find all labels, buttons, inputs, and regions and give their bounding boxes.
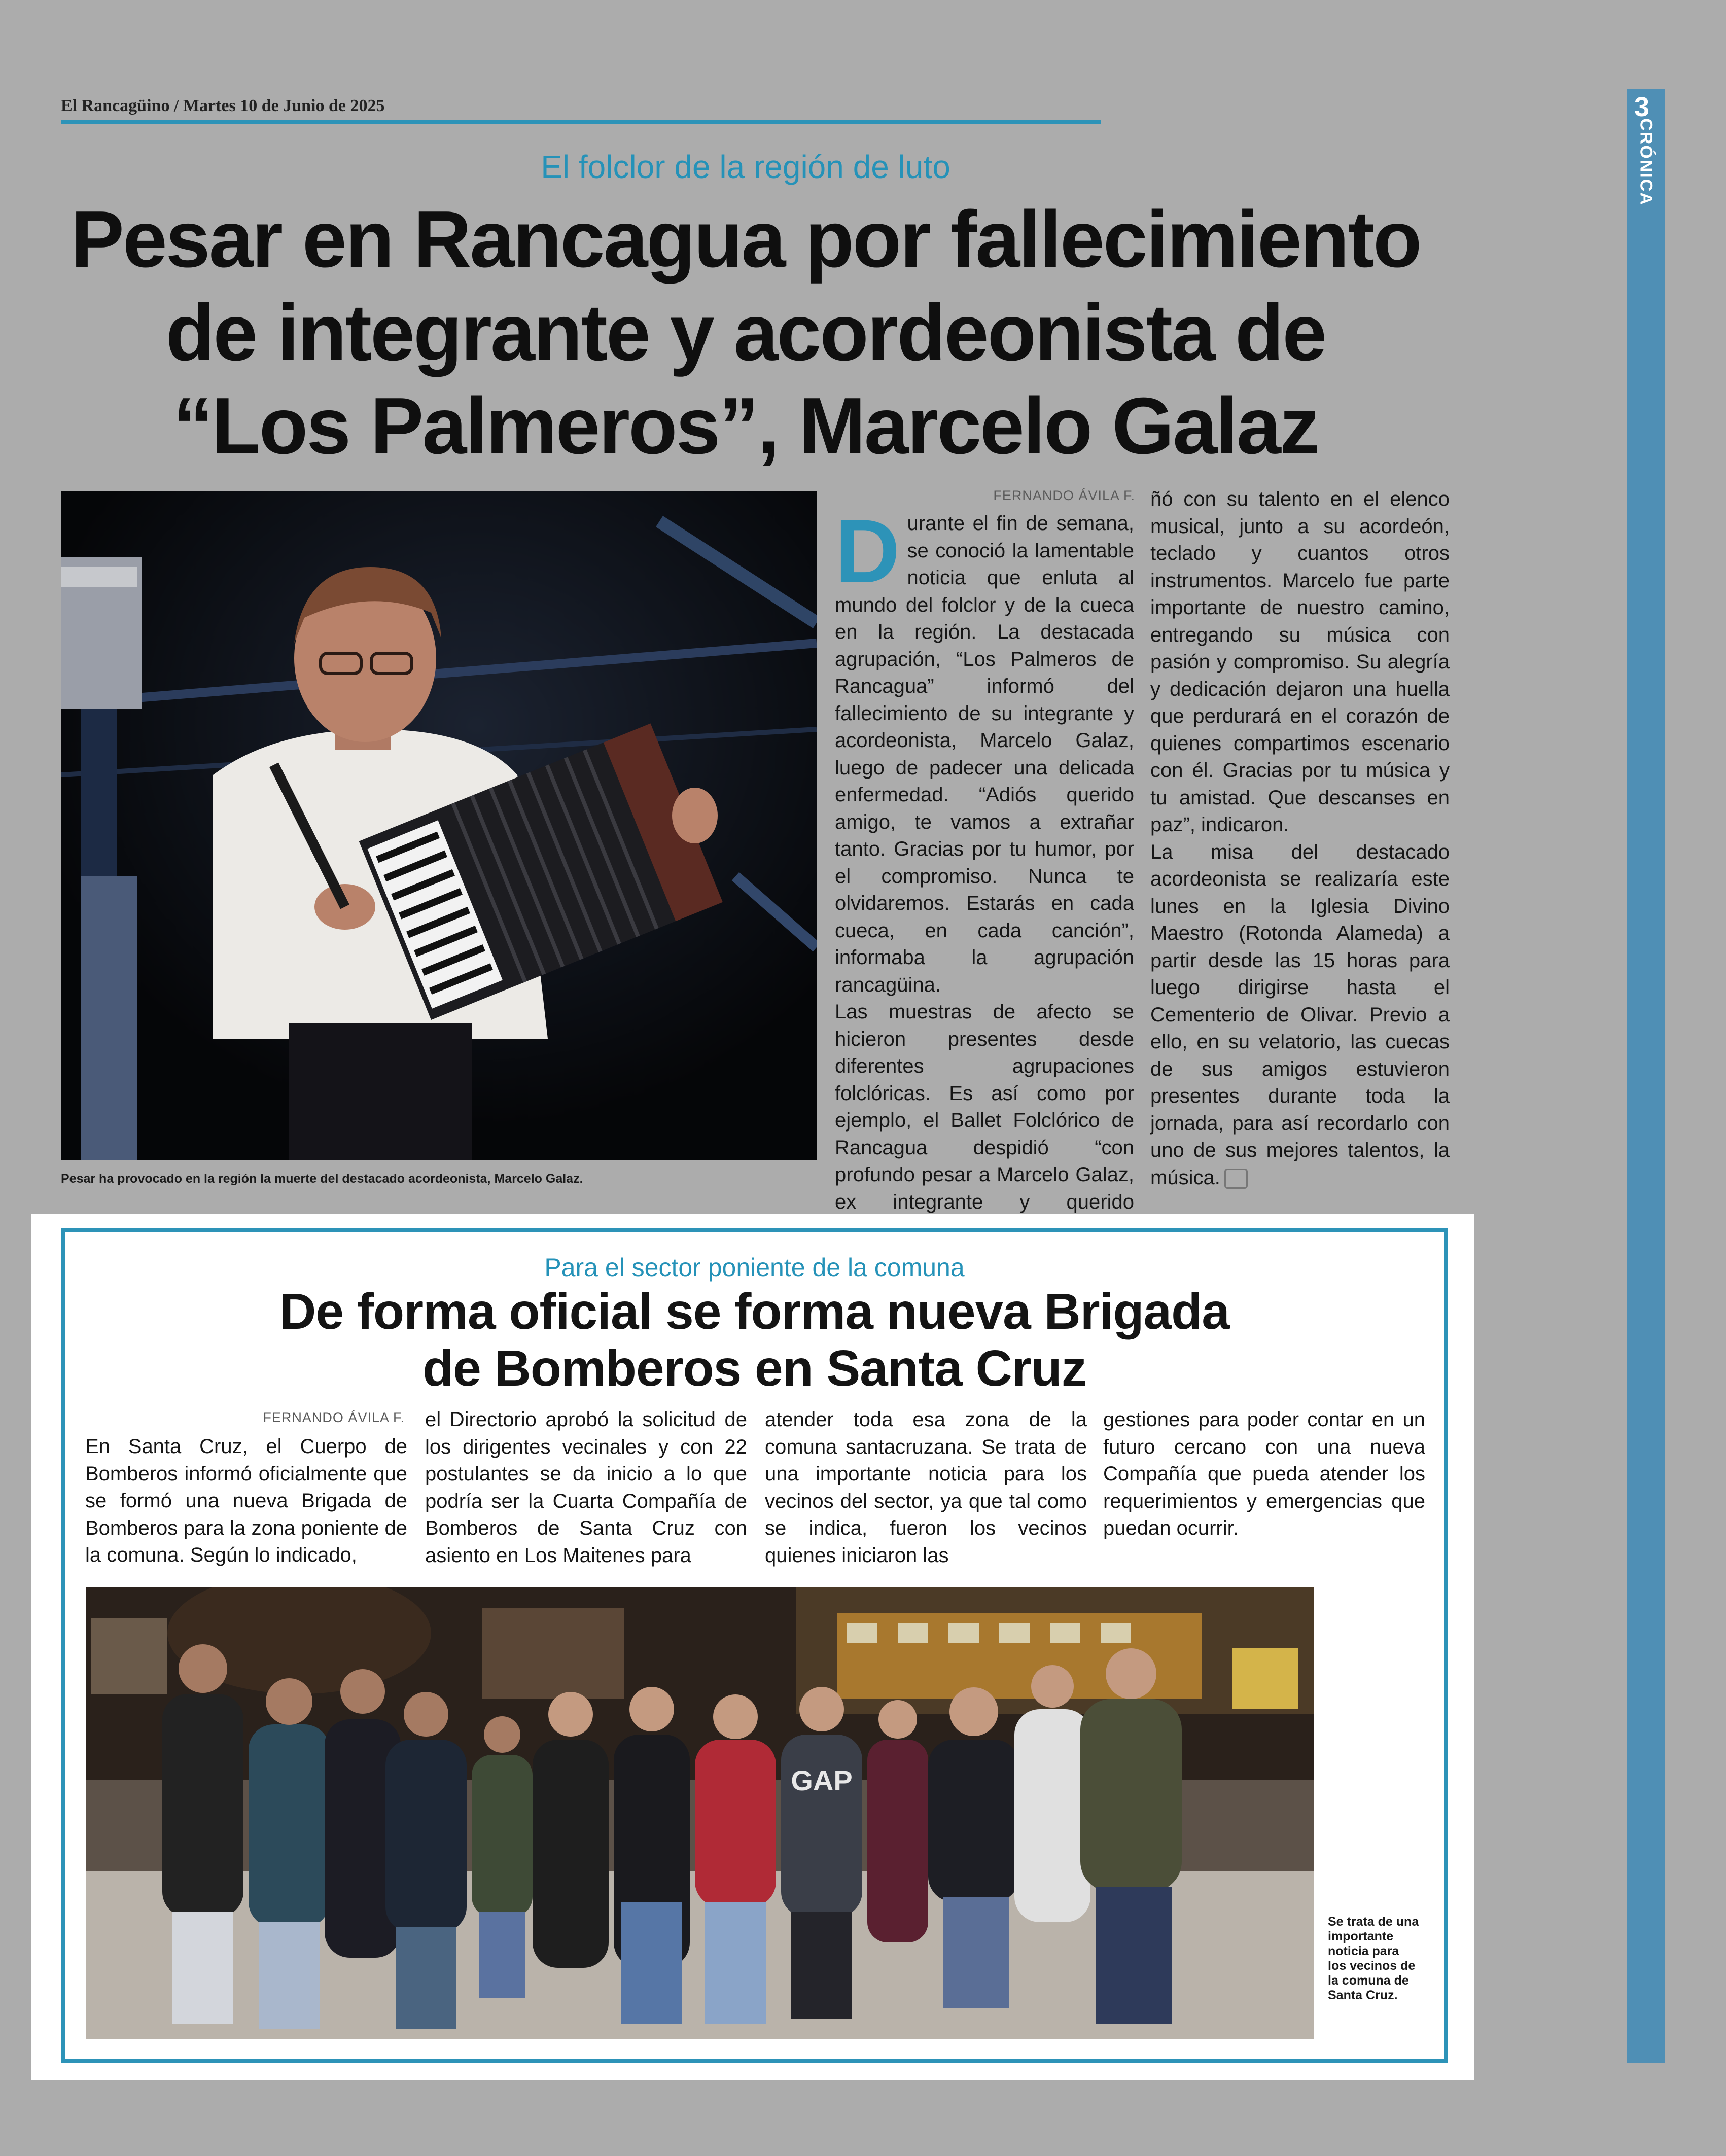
article2-photo-caption: Se trata de una importante noticia para los vecinos de la comuna de Santa Cruz. (1328, 1915, 1419, 2002)
body-paragraph: La misa del destacado acordeonista se realizaría este lunes en la Iglesia Divino Maestro (Rotonda Alameda) a partir desde las 15 horas para luego dirigirse hasta el Cementerio de Olivar. Previo a ello, en su velatorio, las cuecas de sus amigos estuvieron presentes durante toda la jornada, para así recordarlo con uno de sus mejores talentos, la música. (1150, 840, 1450, 1189)
article1-column-2 (1150, 486, 1450, 1191)
dropcap: D (835, 501, 900, 602)
article2-column-4: gestiones para poder contar en un futuro cercano con una nueva Compañía que pueda atender los requerimientos y emergencias que puedan ocurrir. (1103, 1408, 1425, 1539)
publication-name: El Rancagüino (61, 96, 170, 115)
article2-kicker: Para el sector poniente de la comuna (544, 1253, 965, 1282)
end-mark-icon (1224, 1169, 1248, 1189)
page-number: 3 (1634, 92, 1650, 122)
accordionist-photo (61, 491, 817, 1160)
article1-photo-caption: Pesar ha provocado en la región la muerte del destacado acordeonista, Marcelo Galaz. (61, 1172, 583, 1186)
header-rule (61, 120, 1101, 124)
group-photo-illustration (86, 1587, 1314, 2039)
group-photo (86, 1587, 1314, 2039)
article2-headline (61, 1283, 1448, 1397)
publication-date: Martes 10 de Junio de 2025 (183, 96, 385, 115)
publication-header: El Rancagüino / Martes 10 de Junio de 2025 (61, 96, 385, 115)
article2-column-1: En Santa Cruz, el Cuerpo de Bomberos informó oficialmente que se formó una nueva Brigada de Bomberos para la zona poniente de la comuna. Según lo indicado, (85, 1435, 407, 1566)
article2-byline: FERNANDO ÁVILA F. (263, 1410, 405, 1425)
section-sidebar (1627, 89, 1665, 2063)
body-paragraph: ñó con su talento en el elenco musical, junto a su acordeón, teclado y cuantos otros instrumentos. Marcelo fue parte importante de nuestro camino, entregando su música con pasión y compromiso. Su alegría y dedicación dejaron una huella que perdurará en el corazón de quienes compartimos escenario con él. Gracias por tu música y tu amistad. Que descanses en paz”, indicaron. (1150, 488, 1450, 836)
body-paragraph: Las muestras de afecto se hicieron presentes desde diferentes agrupaciones folclóricas. Es así como por ejemplo, el Ballet Folclórico de Rancagua despidió “con profundo pesar a Marcelo Galaz, ex integrante y querido (835, 1001, 1134, 1213)
article1-byline: FERNANDO ÁVILA F. (993, 488, 1135, 503)
headline-line: de integrante y acordeonista de (165, 288, 1326, 377)
article2-column-3: atender toda esa zona de la comuna santacruzana. Se trata de una importante noticia para los vecinos del sector, ya que tal como se indica, fueron los vecinos quienes iniciaron las (765, 1408, 1087, 1567)
headline-line: “Los Palmeros”, Marcelo Galaz (173, 381, 1318, 471)
body-paragraph: urante el fin de semana, se conoció la lamentable noticia que enluta al mundo del folclor y de la cueca en la región. La destacada agrupación, “Los Palmeros de Rancagua” informó del fallecimiento de su integrante y acordeonista, Marcelo Galaz, luego de padecer una delicada enfermedad. “Adiós querido amigo, te vamos a extrañar tanto. Gracias por tu humor, por el compromiso. Nunca te olvidaremos. Estarás en cada cueca, en cada canción”, informaba la agrupación rancagüina. (835, 512, 1134, 996)
article2-column-2: el Directorio aprobó la solicitud de los dirigentes vecinales y con 22 postulantes se da inicio a lo que podría ser la Cuarta Compañía de Bomberos de Santa Cruz con asiento en Los Maitenes para (425, 1408, 747, 1567)
gap-logo: GAP (791, 1764, 853, 1796)
article1-headline (61, 193, 1430, 473)
section-label: CRÓNICA (1636, 118, 1656, 206)
article1-kicker: El folclor de la región de luto (541, 149, 950, 185)
headline-line: de Bomberos en Santa Cruz (422, 1340, 1086, 1397)
headline-line: Pesar en Rancagua por fallecimiento (71, 195, 1421, 284)
article1-column-1 (835, 501, 1134, 1243)
headline-line: De forma oficial se forma nueva Brigada (279, 1283, 1229, 1340)
accordionist-illustration (61, 491, 817, 1160)
